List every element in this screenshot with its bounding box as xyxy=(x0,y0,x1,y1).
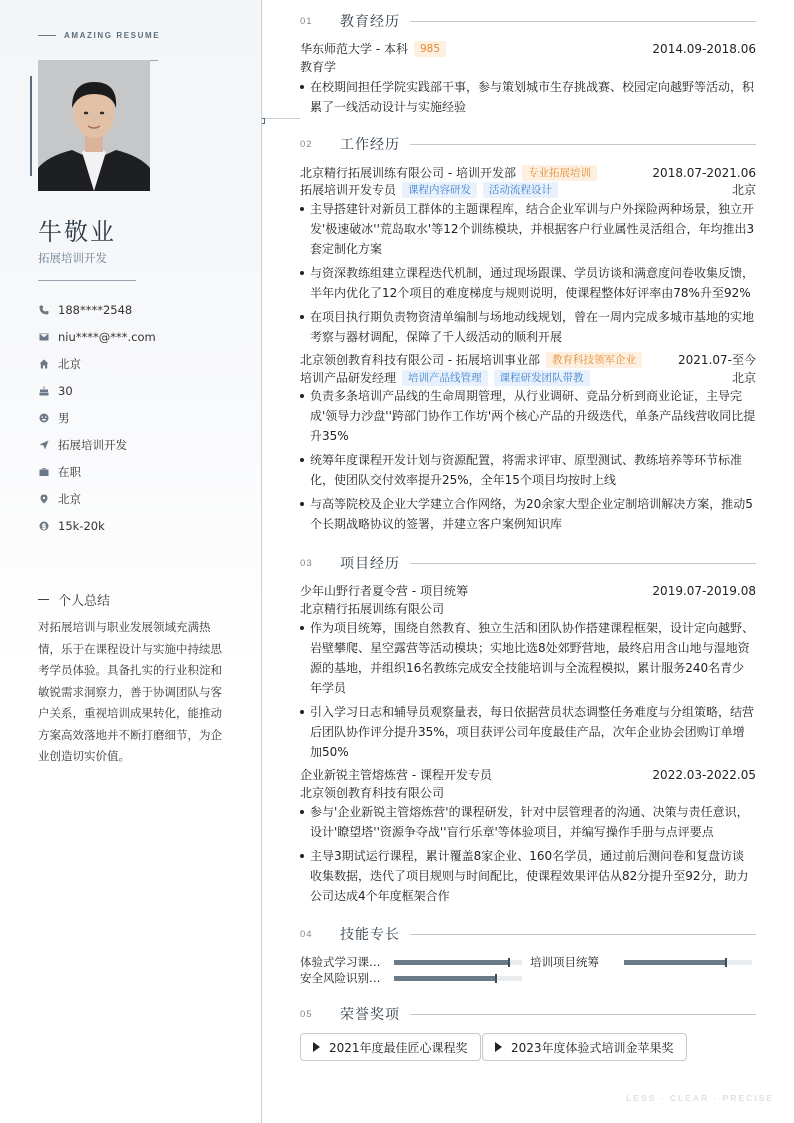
location-pin-icon xyxy=(38,493,50,505)
section-number: 01 xyxy=(300,15,313,27)
contact-info-list xyxy=(38,296,248,539)
project-org: 北京领创教育科技有限公司 xyxy=(300,786,445,800)
info-target-role xyxy=(38,431,248,458)
position-tag: 课程内容研发 xyxy=(402,182,477,198)
bullet-item: 在校期间担任学院实践部干事，参与策划城市生存挑战赛、校园定向越野等活动，积累了一线活动设计与实施经验 xyxy=(300,77,756,117)
bullet-item: 与资深教练组建立课程迭代机制，通过现场跟课、学员访谈和满意度问卷收集反馈，半年内优化了12个项目的难度梯度与规则说明，使课程整体好评率由78%升至92% xyxy=(300,263,756,303)
section-title: 项目经历 xyxy=(340,556,400,572)
section-rule xyxy=(410,144,756,145)
project-name: 企业新锐主管熔炼营 - 课程开发专员 xyxy=(300,768,492,782)
education-date: 2014.09-2018.06 xyxy=(652,41,756,56)
job-date: 2018.07-2021.06 xyxy=(652,165,756,180)
footer-slogan: LESS · CLEAR · PRECISE xyxy=(626,1093,774,1103)
skill-bar xyxy=(394,960,522,965)
major: 教育学 xyxy=(300,60,337,74)
connector-line xyxy=(262,118,300,119)
section-skills-header xyxy=(300,924,756,944)
section-number: 02 xyxy=(300,138,313,150)
bullet-item: 在项目执行期负责物资清单编制与场地动线规划，曾在一周内完成多城市基地的实地考察与器材调配，保障了千人级活动的顺利开展 xyxy=(300,307,756,347)
summary-text: 对拓展培训与职业发展领域充满热情，乐于在课程设计与实施中持续思考学员体验。具备扎实的行业积淀和敏锐需求洞察力，善于协调团队与客户关系，重视培训成果转化，能推动方案高效落地并不断打磨细节，为企业创造切实价值。 xyxy=(38,620,222,763)
skill-bar-knob xyxy=(495,974,497,983)
bullet-item: 作为项目统筹，围绕自然教育、独立生活和团队协作搭建课程框架，设计定向越野、岩壁攀爬、星空露营等活动模块；实地比选8处郊野营地，最终启用含山地与湿地资源的基地，并组织16名教练完成安全技能培训与全流程模拟，累计服务240名青少年学员 xyxy=(300,618,756,698)
education-row xyxy=(300,40,756,57)
mail-icon xyxy=(38,331,50,343)
section-education-header xyxy=(300,11,756,31)
brand-text: AMAZING RESUME xyxy=(64,31,161,40)
bullet-item: 与高等院校及企业大学建立合作网络，为20余家大型企业定制培训解决方案，推动5个长期战略协议的签署，并建立客户案例知识库 xyxy=(300,494,756,534)
honor-badge xyxy=(300,1033,481,1061)
connector-notch xyxy=(262,118,265,124)
info-text: 北京 xyxy=(58,491,81,506)
section-title: 技能专长 xyxy=(340,927,400,943)
section-work-header xyxy=(300,134,756,154)
home-icon xyxy=(38,358,50,370)
briefcase-icon xyxy=(38,466,50,478)
info-text: 拓展培训开发 xyxy=(58,437,127,452)
job-date: 2021.07-至今 xyxy=(678,353,756,367)
section-rule xyxy=(410,934,756,935)
bullet-item: 统筹年度课程开发计划与资源配置，将需求评审、原型测试、教练培养等环节标准化，使团队交付效率提升25%，全年15个项目均按时上线 xyxy=(300,450,756,490)
company-name: 北京精行拓展训练有限公司 - 培训开发部 xyxy=(300,166,516,180)
job-city: 北京 xyxy=(731,183,756,197)
project-date: 2022.03-2022.05 xyxy=(652,767,756,782)
skill-name: 体验式学习课… xyxy=(300,955,381,969)
section-honors-header xyxy=(300,1004,756,1024)
brand-line xyxy=(38,35,56,36)
sidebar xyxy=(0,0,262,1123)
school-name: 华东师范大学 - 本科 xyxy=(300,42,408,56)
company-tag: 教育科技领军企业 xyxy=(546,352,642,368)
play-icon xyxy=(495,1042,502,1052)
smile-icon xyxy=(38,412,50,424)
company-name: 北京领创教育科技有限公司 - 拓展培训事业部 xyxy=(300,353,540,367)
photo-accent-bar xyxy=(30,76,32,176)
school-tag: 985 xyxy=(414,41,446,57)
section-projects-header xyxy=(300,553,756,573)
brand xyxy=(38,31,160,40)
job-2-bullets xyxy=(300,386,756,534)
job-2-position-row xyxy=(300,369,756,386)
skill-item xyxy=(300,970,522,986)
person-role: 拓展培训开发 xyxy=(38,251,107,265)
section-rule xyxy=(410,1014,756,1015)
job-1-row xyxy=(300,164,756,181)
phone-icon xyxy=(38,304,50,316)
position-tag: 课程研发团队带教 xyxy=(494,370,590,386)
project-name: 少年山野行者夏令营 - 项目统筹 xyxy=(300,584,468,598)
skill-item xyxy=(530,954,752,970)
bullet-item: 负责多条培训产品线的生命周期管理，从行业调研、竞品分析到商业论证，主导完成'领导力沙盘''跨部门协作工作坊'两个核心产品的升级迭代，单条产品线营收同比提升35% xyxy=(300,386,756,446)
info-gender xyxy=(38,404,248,431)
info-text: 15k-20k xyxy=(58,518,105,533)
project-2-row xyxy=(300,766,756,783)
info-city xyxy=(38,485,248,512)
skill-item xyxy=(300,954,522,970)
skill-name: 安全风险识别… xyxy=(300,971,381,985)
section-title: 教育经历 xyxy=(340,14,400,30)
cake-icon xyxy=(38,385,50,397)
info-hometown xyxy=(38,350,248,377)
play-icon xyxy=(313,1042,320,1052)
info-age xyxy=(38,377,248,404)
bullet-item: 主导搭建针对新员工群体的主题课程库，结合企业军训与户外探险两种场景，独立开发'极速破冰''荒岛取水'等12个训练模块，并根据客户行业属性灵活组合，年均推出3套定制化方案 xyxy=(300,199,756,259)
skill-bar-knob xyxy=(508,958,510,967)
section-rule xyxy=(410,563,756,564)
info-phone xyxy=(38,296,248,323)
project-1-bullets xyxy=(300,618,756,762)
skill-bar xyxy=(394,976,522,981)
section-number: 04 xyxy=(300,928,313,940)
job-city: 北京 xyxy=(731,371,756,385)
info-text: 30 xyxy=(58,383,73,398)
job-1-bullets xyxy=(300,199,756,347)
job-2-row xyxy=(300,351,756,368)
skill-bar-fill xyxy=(624,960,726,965)
profile-photo-frame xyxy=(30,60,158,192)
project-date: 2019.07-2019.08 xyxy=(652,583,756,598)
skill-bar-fill xyxy=(394,976,496,981)
heading-dash xyxy=(38,599,49,600)
project-1-row xyxy=(300,582,756,599)
position-tag: 活动流程设计 xyxy=(483,182,558,198)
company-tag: 专业拓展培训 xyxy=(522,165,597,181)
section-title: 工作经历 xyxy=(340,137,400,153)
info-text: 188****2548 xyxy=(58,302,133,317)
divider xyxy=(38,280,136,281)
skill-bar-knob xyxy=(725,958,727,967)
salary-icon xyxy=(38,520,50,532)
info-text: niu****@***.com xyxy=(58,329,156,344)
info-status xyxy=(38,458,248,485)
bullet-item: 引入学习日志和辅导员观察量表，每日依据营员状态调整任务难度与分组策略，结营后团队协作评分提升35%，项目获评公司年度最佳产品，次年企业协会团购订单增加50% xyxy=(300,702,756,762)
info-text: 在职 xyxy=(58,464,81,479)
summary-title: 个人总结 xyxy=(58,594,111,609)
bullet-item: 主导3期试运行课程，累计覆盖8家企业、160名学员，通过前后测问卷和复盘访谈收集数据，迭代了项目规则与时间配比，使课程效果评估从82分提升至92分，助力公司达成4个年度框架合作 xyxy=(300,846,756,906)
avatar xyxy=(38,60,150,191)
skill-name: 培训项目统筹 xyxy=(530,955,599,969)
section-number: 05 xyxy=(300,1008,313,1020)
send-icon xyxy=(38,439,50,451)
skill-bar xyxy=(624,960,752,965)
info-text: 北京 xyxy=(58,356,81,371)
position-title: 拓展培训开发专员 xyxy=(300,183,397,197)
info-salary xyxy=(38,512,248,539)
info-text: 男 xyxy=(58,410,70,425)
section-rule xyxy=(410,21,756,22)
section-number: 03 xyxy=(300,557,313,569)
honor-text: 2023年度体验式培训金苹果奖 xyxy=(511,1040,674,1055)
honor-badge xyxy=(482,1033,687,1061)
skill-bar-fill xyxy=(394,960,509,965)
education-bullets xyxy=(300,77,756,117)
project-2-bullets xyxy=(300,802,756,906)
honor-text: 2021年度最佳匠心课程奖 xyxy=(329,1040,468,1055)
project-org: 北京精行拓展训练有限公司 xyxy=(300,602,445,616)
person-name: 牛敬业 xyxy=(38,218,116,246)
info-email xyxy=(38,323,248,350)
position-tag: 培训产品线管理 xyxy=(402,370,488,386)
position-title: 培训产品研发经理 xyxy=(300,371,397,385)
section-title: 荣誉奖项 xyxy=(340,1007,400,1023)
job-1-position-row xyxy=(300,181,756,198)
summary-heading xyxy=(38,590,110,609)
bullet-item: 参与'企业新锐主管熔炼营'的课程研发，针对中层管理者的沟通、决策与责任意识，设计'瞭望塔''资源争夺战''盲行乐章'等体验项目，并编写操作手册与点评要点 xyxy=(300,802,756,842)
